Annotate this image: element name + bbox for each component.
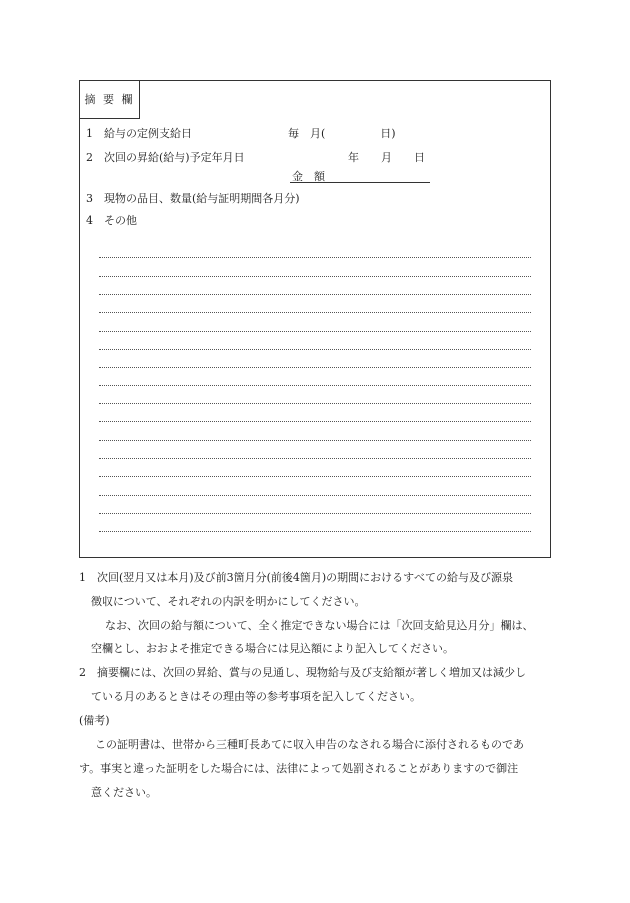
item4-label: 4 その他 [86,214,137,227]
writing-line [99,331,531,332]
item1-payday-field: 毎 月( 日) [288,127,396,140]
note-2-line-1: 2 摘要欄には、次回の昇給、賞与の見通し、現物給与及び支給額が著しく増加又は減少し [79,666,526,679]
writing-line [99,531,531,532]
writing-line [99,476,531,477]
note-2-line-2: ている月のあるときはその理由等の参考事項を記入してください。 [91,690,421,703]
writing-line [99,294,531,295]
summary-box-title: 摘 要 欄 [80,81,140,119]
writing-line [99,513,531,514]
writing-line [99,349,531,350]
writing-line [99,440,531,441]
summary-box [79,80,551,558]
remarks-line-2: す。事実と違った証明をした場合には、法律によって処罰されることがありますので御注 [79,762,519,775]
item2-date-field: 年 月 日 [348,151,425,164]
note-1-line-3: なお、次回の給与額について、全く推定できない場合には「次回支給見込月分」欄は、 [105,619,534,632]
writing-line [99,495,531,496]
amount-underline [290,182,430,183]
writing-line [99,421,531,422]
writing-line [99,276,531,277]
amount-label: 金 額 [292,170,325,183]
writing-line [99,367,531,368]
note-1-line-1: 1 次回(翌月又は本月)及び前3箇月分(前後4箇月)の期間におけるすべての給与及び源泉 [79,571,513,584]
remarks-line-3: 意ください。 [91,786,157,799]
item1-label: 1 給与の定例支給日 [86,127,192,140]
writing-line [99,257,531,258]
writing-line [99,385,531,386]
writing-line [99,458,531,459]
item2-label: 2 次回の昇給(給与)予定年月日 [86,151,245,164]
note-1-line-2: 徴収について、それぞれの内訳を明かにしてください。 [91,595,366,608]
writing-line [99,403,531,404]
note-1-line-4: 空欄とし、おおよそ推定できる場合には見込額により記入してください。 [91,642,454,655]
writing-line [99,312,531,313]
item3-label: 3 現物の品目、数量(給与証明期間各月分) [86,192,300,205]
remarks-title: (備考) [79,714,110,727]
remarks-line-1: この証明書は、世帯から三種町長あてに収入申告のなされる場合に添付されるものであ [95,738,524,751]
